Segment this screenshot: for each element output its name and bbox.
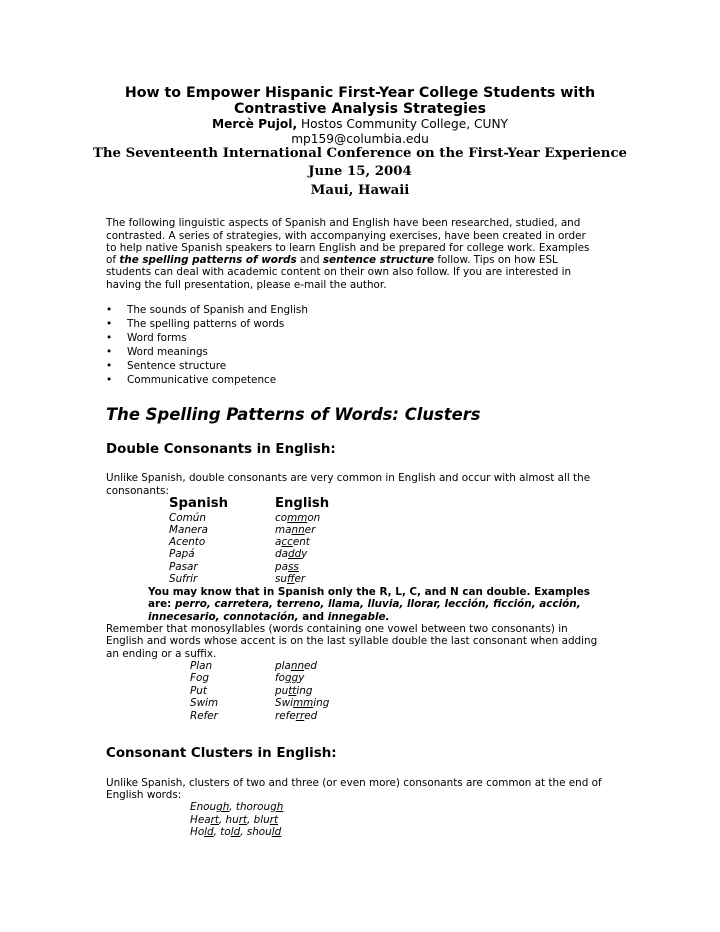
word-part: ed [304,660,318,672]
word-part: ed [304,710,318,722]
word-part: er [294,573,306,585]
word-part: , to [213,826,231,838]
note-examples: innegable. [327,611,390,623]
list-item: Word meanings [127,346,208,358]
spanish-word: Papá [169,548,195,560]
word-double-letters: mm [292,697,314,709]
word-part: pu [275,685,289,697]
word-part: ma [275,524,292,536]
bullet-icon: • [106,332,113,344]
word-double-letters: gg [285,672,299,684]
cluster-letters: rt [269,814,279,826]
cluster-letters: ld [230,826,241,838]
note-text: and [298,611,328,623]
spanish-word: Común [169,512,206,524]
note-text: are: [148,598,175,610]
word-part: , thorou [229,801,271,813]
word-double-letters: nn [291,524,305,536]
word-part: su [275,573,287,585]
remember-line-1: Remember that monosyllables (words containing one vowel between two consonants) in [106,623,568,635]
cluster-letters: ld [204,826,214,838]
note-examples: innecesario, connotación, [148,611,299,623]
subheading-consonant-clusters: Consonant Clusters in English: [106,746,337,761]
suffixed-word [275,710,317,722]
word-double-letters: dd [287,548,302,560]
word-double-letters: ff [287,573,295,585]
base-word: Plan [190,660,213,672]
intro-line-6: having the full presentation, please e-mail the author. [106,279,387,291]
remember-line-2: English and words whose accent is on the last syllable double the last consonant when adding [106,635,598,647]
base-word: Refer [190,710,218,722]
intro-line-5: students can deal with academic content on their own also follow. If you are interested in [106,266,572,278]
word-part: , hu [218,814,239,826]
clusters-intro-line-2: English words: [106,789,182,801]
word-part: pa [275,561,288,573]
double-intro-line-2: consonants: [106,485,169,497]
suffixed-word [275,685,312,697]
cluster-example [190,801,283,813]
title-line-2: Contrastive Analysis Strategies [233,101,487,117]
intro-line-1: The following linguistic aspects of Spanish and English have been researched, studied, and [106,217,581,229]
word-part: fo [275,672,286,684]
bullet-icon: • [106,304,113,316]
conference-date: June 15, 2004 [308,164,412,179]
bullet-icon: • [106,318,113,330]
word-double-letters: mm [287,512,308,524]
cluster-letters: gh [216,801,230,813]
author-affiliation: Hostos Community College, CUNY [297,117,509,131]
word-part: , shou [240,826,272,838]
cluster-example [190,826,281,838]
intro-emphasis-sentence: sentence structure [322,254,435,266]
author-name: Mercè Pujol, [211,117,298,131]
english-word [275,536,310,548]
note-line-2 [148,598,581,611]
word-part: y [301,548,308,560]
intro-line-3: to help native Spanish speakers to learn English and be prepared for college work. Examples [106,242,590,254]
word-part: co [275,512,288,524]
base-word: Put [190,685,207,697]
english-word [275,524,315,536]
english-word [275,512,320,524]
word-part: da [275,548,288,560]
conference-location: Maui, Hawaii [310,183,410,198]
bullet-icon: • [106,346,113,358]
intro-text: of [106,254,120,266]
list-item: The spelling patterns of words [127,318,285,330]
word-part: on [307,512,321,524]
list-item: Communicative competence [127,374,277,386]
note-line-3 [148,611,390,624]
word-part: , blu [247,814,270,826]
english-word [275,548,307,560]
note-line-1: You may know that in Spanish only the R, L, C, and N can double. Examples [148,586,590,598]
subheading-double-consonants: Double Consonants in English: [106,442,336,457]
word-double-letters: cc [281,536,293,548]
base-word: Fog [190,672,209,684]
word-part: Swi [275,697,293,709]
author-line [0,117,720,132]
remember-line-3: an ending or a suffix. [106,648,217,660]
word-part: ing [313,697,330,709]
base-word: Swim [190,697,219,709]
word-part: ent [292,536,310,548]
list-item: Sentence structure [127,360,227,372]
list-item: Word forms [127,332,187,344]
word-part: refe [275,710,296,722]
cluster-letters: ld [271,826,282,838]
title-line-1: How to Empower Hispanic First-Year College Students with [124,85,596,101]
spanish-word: Manera [169,524,208,536]
word-part: Hea [190,814,211,826]
author-email[interactable]: mp159@columbia.edu [291,132,429,146]
double-intro-line-1: Unlike Spanish, double consonants are very common in English and occur with almost all the [106,472,591,484]
spanish-word: Sufrir [169,573,198,585]
cluster-letters: rt [210,814,219,826]
column-header-english: English [275,496,330,511]
suffixed-word [275,672,304,684]
intro-text: follow. Tips on how ESL [434,254,558,266]
word-double-letters: nn [290,660,305,672]
word-part: Ho [190,826,205,838]
column-header-spanish: Spanish [169,496,228,511]
intro-emphasis-spelling: the spelling patterns of words [119,254,297,266]
word-part: pla [275,660,291,672]
word-part: ing [296,685,313,697]
spanish-word: Acento [169,536,206,548]
word-part: y [298,672,305,684]
intro-line-2: contrasted. A series of strategies, with accompanying exercises, have been created in order [106,230,586,242]
english-word [275,573,305,585]
suffixed-word [275,660,317,672]
bullet-icon: • [106,374,113,386]
cluster-letters: gh [270,801,284,813]
clusters-intro-line-1: Unlike Spanish, clusters of two and three (or even more) consonants are common at the end of [106,777,602,789]
spanish-word: Pasar [169,561,198,573]
word-double-letters: rr [295,710,305,722]
cluster-letters: rt [238,814,248,826]
list-item: The sounds of Spanish and English [127,304,308,316]
note-examples: perro, carretera, terreno, llama, lluvia, llorar, lección, ficción, acción, [174,598,581,610]
word-part: er [304,524,316,536]
conference-name: The Seventeenth International Conference on the First-Year Experience [92,146,627,161]
english-word [275,561,299,573]
intro-text: and [296,254,323,266]
word-part: Enou [190,801,217,813]
word-part: a [275,536,282,548]
intro-line-4 [106,254,558,267]
bullet-icon: • [106,360,113,372]
word-double-letters: ss [287,561,299,573]
section-heading: The Spelling Patterns of Words: Clusters [106,405,481,424]
cluster-example [190,814,278,826]
word-double-letters: tt [288,685,297,697]
suffixed-word [275,697,329,709]
